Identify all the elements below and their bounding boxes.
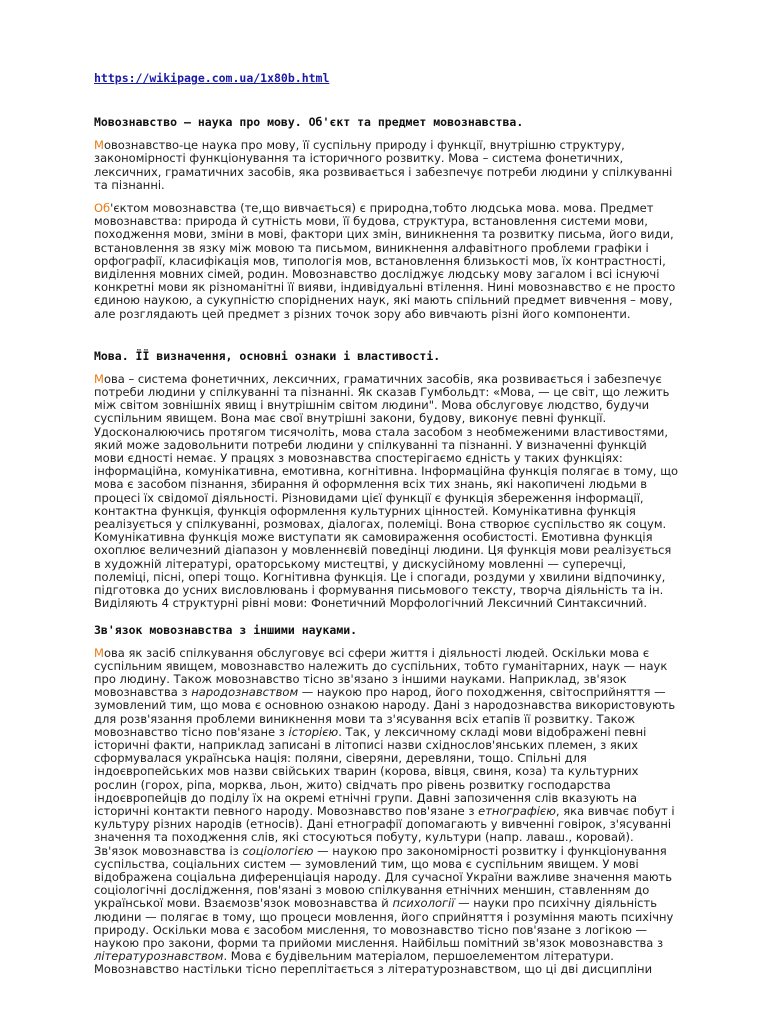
paragraph-text: ова – система фонетичних, лексичних, граматичних засобів, яка розвивається і забезпечує потреби людини у спілкуванні та пізнанні. Як сказав Гумбольдт: «Мова, — це світ, що лежить між світом зовнішніх явищ і внутрішнім світом людини". Мова обслуговує людство, будучи суспільним явищем. Вона має свої внутрішні закони, будову, виконує певні функції. Удосконалюючись протягом тисячоліть, мова стала засобом з необмеженими властивостями, який може задовольнити потреби людини у спілкуванні та пізнанні. У визначенні функцій мови єдності немає. У працях з мовознавства спостерігаємо єдність у таких функціях: інформаційна, комунікативна, емотивна, когнітивна. Інформаційна функція полягає в тому, що мова є засобом пізнання, збирання й оформлення всіх тих знань, які накопичені людьми в процесі їх свідомої діяльності. Різновидами цієї функції є функція збереження інформації, контактна функція, функція оформлення культурних цінностей. Комунікативна функція реалізується у спілкуванні, розмовах, діалогах, полеміці. Вона створює суспільство як соцум. Комунікативна функція може виступати як самовираження особистості. Емотивна функція охоплює величезний діапазон у мовленнєвій поведінці людини. Ця функція мови реалізується в художній літературі, ораторському мистецтві, у дискусійному мовленні — суперечці, полеміці, пісні, опері тощо. Когнітивна функція. Це і спогади, роздуми у хвилини відпочинку, підготовка до усних висловлювань і формування письмового тексту, творча діяльність та ін. Виділяють 4 структурні рівні мови: Фонетичний Морфологічний Лексичний Синтаксичний.: [94, 371, 679, 611]
paragraph: [94, 139, 679, 192]
section-heading-relations: Зв'язок мовознавства з іншими науками.: [94, 622, 358, 637]
section-heading-language: Мова. ЇЇ визначення, основні ознаки і властивості.: [94, 348, 441, 363]
paragraph-text: 'єктом мовознавства (те,що вивчається) є природна,тобто людська мова. мова. Предмет мовознавства: природа й сутність мови, її будова, структура, встановлення системи мови, походження мови, зміни в мові, фактори цих змін, виникнення та розвитку письма, його види, встановлення зв язку між мовою та письмом, виникнення алфавітного проблеми графіки і орфографії, класифікація мов, типологія мов, встановлення близькості мов, їх контрастності, виділення мовних сімей, родин. Мовознавство досліджує людську мову загалом і всі існуючі конкретні мови як різноманітні її вияви, індивідуальні втілення. Нині мовознавство є не просто єдиною наукою, а сукупністю споріднених наук, які мають спільний предмет вивчення – мову, але розглядають цей предмет з різних точок зору або вивчають різні його компоненти.: [94, 201, 676, 321]
drop-letter: Об: [94, 201, 111, 216]
term-psychology: психології: [392, 896, 455, 911]
source-link[interactable]: https://wikipage.com.ua/1x80b.html: [94, 71, 330, 85]
term-ethnography: етнографією: [478, 803, 556, 818]
drop-letter: М: [94, 371, 104, 386]
paragraph: [94, 202, 679, 321]
paragraph: [94, 647, 679, 977]
term-ethnology: народознавством: [191, 685, 299, 700]
paragraph-text: овознавство-це наука про мову, її суспільну природу і функції, внутрішню структуру, закономірності функціонування та історичного розвитку. Мова – система фонетичних, лексичних, граматичних засобів, яка розвивається і забезпечує потреби людини у спілкуванні та пізнанні.: [94, 138, 673, 192]
paragraph-text: . Мова є будівельним матеріалом, першоелементом літератури. Мовознавство настільки тісно переплітається з літературознавством, що ці дві дисципліни: [94, 949, 653, 977]
paragraph-text: — науки про психічну діяльність людини — полягає в тому, що процеси мовлення, його сприйняття і розуміння мають психічну природу. Оскільки мова є засобом мислення, то мовознавство тісно пов'язане з логікою — наукою про закони, форми та прийоми мислення. Найбільш помітний зв'язок мовознавства з: [94, 896, 674, 950]
term-literary-studies: літературознавством: [94, 949, 224, 964]
term-history: історією: [288, 724, 339, 739]
paragraph-text: — наукою про народ, його походження, світосприйняття — зумовлений тим, що мова є основною ознакою народу. Дані з народознавства використовують для розв'язання проблеми виникнення мови та з'ясування всіх етапів її розвитку. Також мовознавство тісно пов'язане з: [94, 685, 676, 739]
paragraph: [94, 373, 679, 611]
drop-letter: М: [94, 645, 104, 660]
paragraph-text: — наукою про закономірності розвитку і функціонування суспільства, соціальних систем — зумовлений тим, що мова є суспільним явищем. У мові відображена соціальна диференціація народу. Для сучасної України важливе значення мають соціологічні дослідження, пов'язані з мовою спілкування етнічних меншин, ставленням до української мови. Взаємозв'язок мовознавства й: [94, 843, 673, 911]
term-sociology: соціологією: [242, 843, 314, 858]
paragraph-text: , яка вивчає побут і культуру різних народів (етносів). Дані етнографії допомагають у вивченні говірок, з'ясуванні значення та походження слів, які стосуються побуту, культури (напр. лаваш., коровай). Зв'язок мовознавства із: [94, 803, 675, 858]
paragraph-text: . Так, у лексичному складі мови відображені певні історичні факти, наприклад записані в літописі назви східнослов'янських племен, з яких сформувалася українська нація: поляни, сіверяни, деревляни, тощо. Спільні для індоєвропейських мов назви свійських тварин (корова, вівця, свиня, коза) та культурних рослин (горох, ріпа, морква, льон, жито) свідчать про рівень розвитку господарства індоєвропейців до поділу їх на окремі етнічні групи. Давні запозичення слів вказують на історичні контакти певного народу. Мовознавство пов'язане з: [94, 724, 647, 818]
document-page: [94, 60, 679, 987]
drop-letter: М: [94, 138, 104, 153]
paragraph-text: ова як засіб спілкування обслуговує всі сфери життя і діяльності людей. Оскільки мова є суспільним явищем, мовознавство належить до суспільних, тобто гуманітарних, наук — наук про людину. Також мовознавство тісно зв'язано з іншими науками. Наприклад, зв'язок мовознавства з: [94, 645, 668, 700]
section-heading-linguistics: Мовознавство – наука про мову. Об'єкт та предмет мовознавства.: [94, 115, 524, 130]
